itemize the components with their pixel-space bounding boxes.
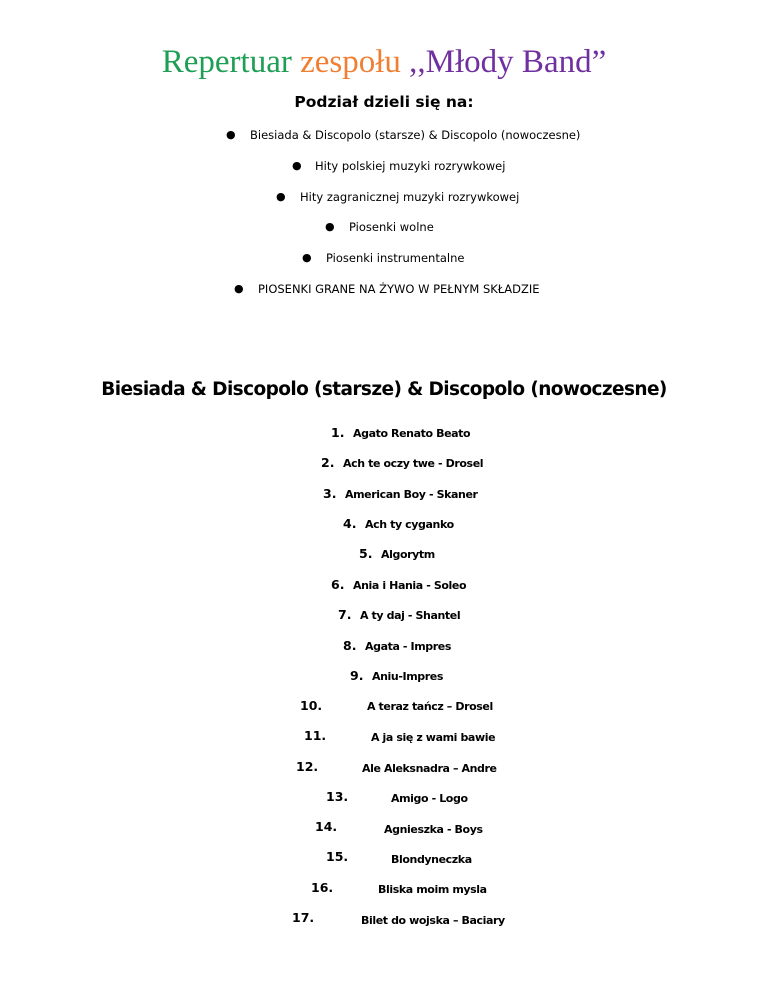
bullet-icon: ●: [325, 220, 335, 233]
song-number: 1.: [331, 425, 345, 440]
song-number: 5.: [359, 546, 373, 561]
song-title: Bilet do wojska – Baciary: [361, 914, 505, 927]
subtitle: Podział dzieli się na:: [294, 93, 474, 111]
category-item: Piosenki instrumentalne: [326, 251, 465, 265]
song-title: American Boy - Skaner: [345, 488, 478, 501]
category-item: PIOSENKI GRANE NA ŻYWO W PEŁNYM SKŁADZIE: [258, 282, 540, 296]
title-band-name: ,,Młody Band”: [409, 44, 607, 80]
category-item: Biesiada & Discopolo (starsze) & Discopolo (nowoczesne): [250, 128, 581, 142]
category-item: Piosenki wolne: [349, 220, 434, 234]
bullet-icon: ●: [292, 159, 302, 172]
song-title: Blondyneczka: [391, 853, 472, 866]
song-number: 10.: [300, 698, 323, 713]
song-number: 17.: [292, 910, 315, 925]
song-title: Amigo - Logo: [391, 792, 468, 805]
song-number: 11.: [304, 728, 327, 743]
song-title: Ale Aleksnadra – Andre: [362, 762, 497, 775]
song-title: A ty daj - Shantel: [360, 609, 461, 622]
song-title: Bliska moim mysla: [378, 883, 487, 896]
song-title: Algorytm: [381, 548, 435, 561]
title-word-repertuar: Repertuar: [161, 44, 292, 80]
song-title: Agata - Impres: [365, 640, 451, 653]
song-title: Ania i Hania - Soleo: [353, 579, 467, 592]
song-number: 13.: [326, 789, 349, 804]
song-title: Ach te oczy twe - Drosel: [343, 457, 484, 470]
song-number: 7.: [338, 607, 352, 622]
page-title: [0, 40, 768, 84]
song-number: 3.: [323, 486, 337, 501]
song-title: Aniu-Impres: [372, 670, 443, 683]
song-number: 2.: [321, 455, 335, 470]
song-number: 9.: [350, 668, 364, 683]
song-title: Ach ty cyganko: [365, 518, 454, 531]
section-heading: Biesiada & Discopolo (starsze) & Discopolo (nowoczesne): [101, 379, 667, 400]
bullet-icon: ●: [234, 282, 244, 295]
song-number: 6.: [331, 577, 345, 592]
category-item: Hity zagranicznej muzyki rozrywkowej: [300, 190, 520, 204]
song-number: 12.: [296, 759, 319, 774]
bullet-icon: ●: [226, 128, 236, 141]
song-number: 16.: [311, 880, 334, 895]
bullet-icon: ●: [302, 251, 312, 264]
song-number: 15.: [326, 849, 349, 864]
bullet-icon: ●: [276, 190, 286, 203]
title-word-zespolu: zespołu: [300, 44, 401, 80]
song-number: 14.: [315, 819, 338, 834]
song-number: 8.: [343, 638, 357, 653]
song-title: Agnieszka - Boys: [384, 823, 483, 836]
song-title: A ja się z wami bawie: [371, 731, 496, 744]
song-number: 4.: [343, 516, 357, 531]
category-item: Hity polskiej muzyki rozrywkowej: [315, 159, 506, 173]
song-title: A teraz tańcz – Drosel: [367, 700, 493, 713]
song-title: Agato Renato Beato: [353, 427, 471, 440]
